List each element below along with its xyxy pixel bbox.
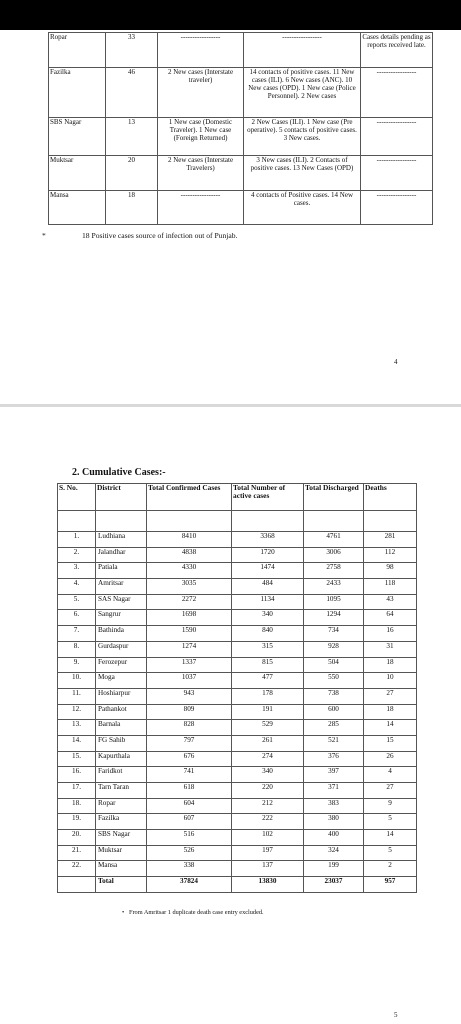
table-row xyxy=(58,845,417,861)
table-cell-sno: 18. xyxy=(58,798,96,814)
document-page-4 xyxy=(0,30,461,404)
table-cell-active: 477 xyxy=(232,673,304,689)
table-cell-confirmed: 1037 xyxy=(147,673,232,689)
table-cell-district: Jalandhar xyxy=(96,547,147,563)
table-cell-confirmed: 2272 xyxy=(147,594,232,610)
table-row xyxy=(58,767,417,783)
table-cell-active: 178 xyxy=(232,688,304,704)
section-title: 2. Cumulative Cases:- xyxy=(72,467,166,478)
table-cell-confirmed: 607 xyxy=(147,814,232,830)
total-cell-active: 13830 xyxy=(232,877,304,893)
table-row xyxy=(58,704,417,720)
table-cell-sno: 3. xyxy=(58,563,96,579)
table-cell-district: Mansa xyxy=(49,191,106,225)
table-cell-confirmed: 676 xyxy=(147,751,232,767)
table-cell-district: SBS Nagar xyxy=(96,830,147,846)
table-cell-c5: ----------------- xyxy=(361,191,433,225)
table-cell-sno: 21. xyxy=(58,845,96,861)
table-cell-active: 340 xyxy=(232,767,304,783)
table-cell-sno: 12. xyxy=(58,704,96,720)
table-cell-c3: ----------------- xyxy=(158,191,244,225)
table-cell-deaths: 18 xyxy=(364,657,417,673)
table-cell-sno: 20. xyxy=(58,830,96,846)
table-cell-confirmed: 809 xyxy=(147,704,232,720)
table-cell-discharged: 2433 xyxy=(304,579,364,595)
duplicate-death-footnote xyxy=(122,909,264,916)
table-cell-district: Gurdaspur xyxy=(96,641,147,657)
column-header: District xyxy=(96,484,147,511)
blank-cell xyxy=(96,511,147,532)
table-cell-num: 33 xyxy=(106,33,158,68)
total-cell-discharged: 23037 xyxy=(304,877,364,893)
table-cell-sno: 5. xyxy=(58,594,96,610)
table-cell-discharged: 738 xyxy=(304,688,364,704)
table-cell-c5: Cases details pending as reports received late. xyxy=(361,33,433,68)
table-cell-active: 315 xyxy=(232,641,304,657)
table-cell-deaths: 4 xyxy=(364,767,417,783)
table-cell-district: Hoshiarpur xyxy=(96,688,147,704)
column-header: Total Confirmed Cases xyxy=(147,484,232,511)
column-header: S. No. xyxy=(58,484,96,511)
table-cell-discharged: 600 xyxy=(304,704,364,720)
table-cell-sno: 7. xyxy=(58,626,96,642)
table-cell-discharged: 2758 xyxy=(304,563,364,579)
table-cell-deaths: 98 xyxy=(364,563,417,579)
table-cell-c4: 3 New cases (ILI). 2 Contacts of positive cases. 13 New Cases (OPD) xyxy=(244,156,361,191)
table-cell-confirmed: 526 xyxy=(147,845,232,861)
table-row xyxy=(49,68,433,118)
table-cell-active: 197 xyxy=(232,845,304,861)
table-cell-district: SAS Nagar xyxy=(96,594,147,610)
table-row xyxy=(58,688,417,704)
table-cell-discharged: 285 xyxy=(304,720,364,736)
table-cell-district: Kapurthala xyxy=(96,751,147,767)
table-row xyxy=(49,118,433,156)
table-cell-deaths: 43 xyxy=(364,594,417,610)
total-cell-confirmed: 37824 xyxy=(147,877,232,893)
blank-cell xyxy=(147,511,232,532)
table-cell-sno: 9. xyxy=(58,657,96,673)
table-cell-confirmed: 8410 xyxy=(147,532,232,548)
table-cell-c3: 1 New case (Domestic Traveler). 1 New case (Foreign Returned) xyxy=(158,118,244,156)
table-cell-sno: 19. xyxy=(58,814,96,830)
table-cell-deaths: 112 xyxy=(364,547,417,563)
new-cases-table-continued xyxy=(48,32,433,225)
table-cell-sno: 8. xyxy=(58,641,96,657)
table-cell-district: Ferozepur xyxy=(96,657,147,673)
table-cell-district: Fazilka xyxy=(96,814,147,830)
table-cell-district: Ropar xyxy=(49,33,106,68)
table-cell-deaths: 64 xyxy=(364,610,417,626)
table-row xyxy=(58,626,417,642)
table-cell-confirmed: 618 xyxy=(147,783,232,799)
table-cell-district: Ropar xyxy=(96,798,147,814)
table-cell-district: Sangrur xyxy=(96,610,147,626)
blank-cell xyxy=(232,511,304,532)
table-cell-c3: 2 New cases (Interstate Travelers) xyxy=(158,156,244,191)
table-cell-district: Mansa xyxy=(96,861,147,877)
table-cell-discharged: 376 xyxy=(304,751,364,767)
table-cell-confirmed: 828 xyxy=(147,720,232,736)
table-cell-sno: 22. xyxy=(58,861,96,877)
table-row xyxy=(58,751,417,767)
table-cell-active: 274 xyxy=(232,751,304,767)
table-cell-district: Moga xyxy=(96,673,147,689)
table-cell-deaths: 10 xyxy=(364,673,417,689)
table-cell-district: Amritsar xyxy=(96,579,147,595)
table-row xyxy=(58,783,417,799)
table-cell-discharged: 3006 xyxy=(304,547,364,563)
table-cell-deaths: 27 xyxy=(364,688,417,704)
table-cell-active: 3368 xyxy=(232,532,304,548)
table-row xyxy=(58,830,417,846)
table-cell-num: 18 xyxy=(106,191,158,225)
table-cell-deaths: 118 xyxy=(364,579,417,595)
blank-cell xyxy=(304,511,364,532)
page-number: 4 xyxy=(394,358,398,366)
footnote-marker: * xyxy=(42,231,46,240)
table-cell-confirmed: 943 xyxy=(147,688,232,704)
table-cell-deaths: 27 xyxy=(364,783,417,799)
table-cell-deaths: 26 xyxy=(364,751,417,767)
document-page-5 xyxy=(0,407,461,1024)
table-cell-discharged: 1294 xyxy=(304,610,364,626)
table-cell-c5: ----------------- xyxy=(361,68,433,118)
table-cell-district: SBS Nagar xyxy=(49,118,106,156)
table-cell-confirmed: 4838 xyxy=(147,547,232,563)
table-row xyxy=(58,861,417,877)
table-row xyxy=(58,594,417,610)
table-cell-num: 46 xyxy=(106,68,158,118)
footnote-text: From Amritsar 1 duplicate death case entry excluded. xyxy=(128,909,264,916)
table-row xyxy=(49,33,433,68)
blank-cell xyxy=(58,511,96,532)
footnote-bullet: • xyxy=(122,909,125,916)
footnote-text: 18 Positive cases source of infection out of Punjab. xyxy=(82,231,238,240)
table-cell-deaths: 15 xyxy=(364,735,417,751)
table-cell-sno: 13. xyxy=(58,720,96,736)
cumulative-cases-table xyxy=(57,483,417,893)
table-cell-c4: 4 contacts of Positive cases. 14 New cases. xyxy=(244,191,361,225)
column-header: Total Discharged xyxy=(304,484,364,511)
table-cell-active: 840 xyxy=(232,626,304,642)
table-cell-active: 191 xyxy=(232,704,304,720)
table-cell-deaths: 9 xyxy=(364,798,417,814)
table-cell-district: Patiala xyxy=(96,563,147,579)
table-cell-confirmed: 3035 xyxy=(147,579,232,595)
column-header: Total Number of active cases xyxy=(232,484,304,511)
table-cell-discharged: 383 xyxy=(304,798,364,814)
table-row xyxy=(58,579,417,595)
table-cell-active: 1134 xyxy=(232,594,304,610)
table-cell-district: Ludhiana xyxy=(96,532,147,548)
table-cell-deaths: 16 xyxy=(364,626,417,642)
table-cell-c4: 14 contacts of positive cases. 11 New cases (ILI). 6 New cases (ANC). 10 New cases (OPD). 1 New case (Police Personnel). 2 New cases xyxy=(244,68,361,118)
table-cell-confirmed: 338 xyxy=(147,861,232,877)
table-cell-active: 261 xyxy=(232,735,304,751)
table-cell-district: Barnala xyxy=(96,720,147,736)
table-cell-discharged: 400 xyxy=(304,830,364,846)
table-cell-num: 20 xyxy=(106,156,158,191)
table-cell-sno: 10. xyxy=(58,673,96,689)
table-cell-confirmed: 1274 xyxy=(147,641,232,657)
table-cell-confirmed: 4330 xyxy=(147,563,232,579)
total-cell-label: Total xyxy=(96,877,147,893)
column-header: Deaths xyxy=(364,484,417,511)
table-cell-active: 222 xyxy=(232,814,304,830)
table-row xyxy=(58,657,417,673)
table-cell-active: 484 xyxy=(232,579,304,595)
table-cell-c3: ----------------- xyxy=(158,33,244,68)
table-row xyxy=(58,673,417,689)
page-number: 5 xyxy=(394,1011,398,1019)
table-cell-deaths: 18 xyxy=(364,704,417,720)
table-cell-active: 529 xyxy=(232,720,304,736)
table-cell-c5: ----------------- xyxy=(361,156,433,191)
table-row xyxy=(58,720,417,736)
table-cell-sno: 11. xyxy=(58,688,96,704)
table-cell-sno: 16. xyxy=(58,767,96,783)
table-cell-discharged: 1095 xyxy=(304,594,364,610)
table-row xyxy=(58,735,417,751)
table-cell-discharged: 550 xyxy=(304,673,364,689)
table-cell-district: Muktsar xyxy=(49,156,106,191)
table-cell-blank xyxy=(58,877,96,893)
table-cell-c4: ----------------- xyxy=(244,33,361,68)
table-cell-discharged: 371 xyxy=(304,783,364,799)
table-cell-discharged: 199 xyxy=(304,861,364,877)
table-cell-c3: 2 New cases (Interstate traveler) xyxy=(158,68,244,118)
table-cell-deaths: 2 xyxy=(364,861,417,877)
table-cell-district: Muktsar xyxy=(96,845,147,861)
table-cell-district: Faridkot xyxy=(96,767,147,783)
table-cell-active: 220 xyxy=(232,783,304,799)
table-cell-discharged: 380 xyxy=(304,814,364,830)
table-cell-sno: 14. xyxy=(58,735,96,751)
table-cell-discharged: 928 xyxy=(304,641,364,657)
total-row xyxy=(58,877,417,893)
table-cell-discharged: 734 xyxy=(304,626,364,642)
table-cell-deaths: 31 xyxy=(364,641,417,657)
table-cell-discharged: 397 xyxy=(304,767,364,783)
table-cell-confirmed: 1590 xyxy=(147,626,232,642)
table-cell-confirmed: 604 xyxy=(147,798,232,814)
table-cell-discharged: 324 xyxy=(304,845,364,861)
blank-cell xyxy=(364,511,417,532)
table-cell-active: 137 xyxy=(232,861,304,877)
table-cell-active: 102 xyxy=(232,830,304,846)
table-cell-deaths: 281 xyxy=(364,532,417,548)
table-cell-confirmed: 741 xyxy=(147,767,232,783)
table-header-row xyxy=(58,484,417,511)
table-cell-discharged: 521 xyxy=(304,735,364,751)
table-cell-discharged: 4761 xyxy=(304,532,364,548)
table-cell-sno: 15. xyxy=(58,751,96,767)
table-row xyxy=(58,814,417,830)
table-cell-active: 815 xyxy=(232,657,304,673)
table-cell-active: 340 xyxy=(232,610,304,626)
out-of-punjab-footnote xyxy=(42,231,237,240)
table-cell-deaths: 5 xyxy=(364,814,417,830)
table-row xyxy=(58,798,417,814)
table-cell-active: 1474 xyxy=(232,563,304,579)
table-cell-district: Bathinda xyxy=(96,626,147,642)
blank-row xyxy=(58,511,417,532)
table-cell-confirmed: 516 xyxy=(147,830,232,846)
table-cell-confirmed: 797 xyxy=(147,735,232,751)
table-row xyxy=(58,641,417,657)
table-cell-c4: 2 New Cases (ILI). 1 New case (Pre operative). 5 contacts of positive cases. 3 New cases. xyxy=(244,118,361,156)
table-row xyxy=(58,610,417,626)
table-cell-district: Pathankot xyxy=(96,704,147,720)
table-cell-district: Fazilka xyxy=(49,68,106,118)
table-cell-sno: 2. xyxy=(58,547,96,563)
table-cell-sno: 6. xyxy=(58,610,96,626)
table-row xyxy=(49,156,433,191)
table-cell-confirmed: 1337 xyxy=(147,657,232,673)
table-cell-num: 13 xyxy=(106,118,158,156)
table-cell-deaths: 5 xyxy=(364,845,417,861)
table-cell-sno: 4. xyxy=(58,579,96,595)
table-cell-active: 212 xyxy=(232,798,304,814)
table-cell-c5: ----------------- xyxy=(361,118,433,156)
table-cell-district: FG Sahib xyxy=(96,735,147,751)
table-cell-confirmed: 1698 xyxy=(147,610,232,626)
table-cell-sno: 1. xyxy=(58,532,96,548)
table-cell-active: 1720 xyxy=(232,547,304,563)
table-row xyxy=(58,547,417,563)
table-cell-deaths: 14 xyxy=(364,720,417,736)
table-cell-discharged: 504 xyxy=(304,657,364,673)
table-row xyxy=(49,191,433,225)
total-cell-deaths: 957 xyxy=(364,877,417,893)
table-row xyxy=(58,532,417,548)
table-cell-deaths: 14 xyxy=(364,830,417,846)
table-row xyxy=(58,563,417,579)
table-cell-district: Tarn Taran xyxy=(96,783,147,799)
table-cell-sno: 17. xyxy=(58,783,96,799)
